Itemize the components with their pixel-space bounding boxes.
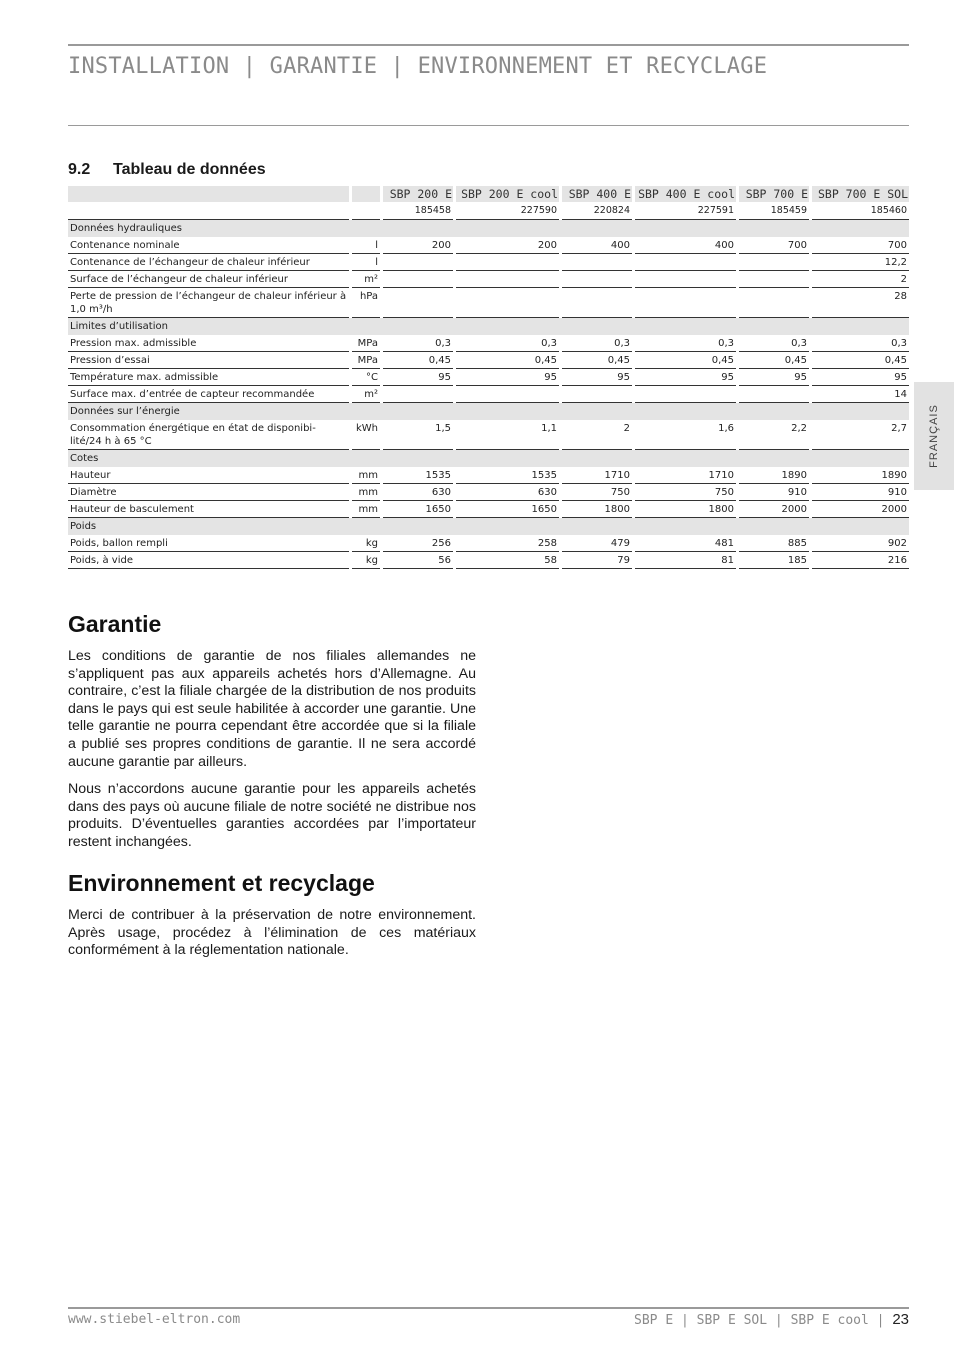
row-value: 2	[812, 271, 909, 288]
row-value	[635, 254, 736, 271]
top-rule	[68, 44, 909, 46]
row-unit: MPa	[352, 335, 380, 352]
reference-blank	[352, 202, 380, 220]
language-tab-label: FRANÇAIS	[928, 404, 940, 468]
row-value	[562, 271, 632, 288]
row-value: 630	[456, 484, 559, 501]
row-value: 0,3	[635, 335, 736, 352]
group-row	[68, 220, 909, 237]
table-row	[68, 420, 909, 450]
footer-models: SBP E | SBP E SOL | SBP E cool |	[634, 1313, 885, 1328]
row-value: 2,7	[812, 420, 909, 450]
table-row	[68, 484, 909, 501]
row-value: 0,45	[562, 352, 632, 369]
row-label: Pression max. admissible	[68, 335, 349, 352]
row-value: 95	[383, 369, 453, 386]
row-unit: m²	[352, 386, 380, 403]
row-value: 400	[562, 237, 632, 254]
table-row	[68, 535, 909, 552]
row-value	[739, 271, 809, 288]
row-value	[635, 288, 736, 318]
model-header-row	[68, 186, 909, 202]
model-header: SBP 400 E cool	[635, 186, 736, 202]
page-number: 23	[892, 1311, 909, 1328]
row-value: 258	[456, 535, 559, 552]
row-value: 200	[456, 237, 559, 254]
row-value: 58	[456, 552, 559, 569]
row-value: 885	[739, 535, 809, 552]
row-value: 95	[456, 369, 559, 386]
row-value: 481	[635, 535, 736, 552]
row-value	[456, 254, 559, 271]
row-value: 2000	[739, 501, 809, 518]
row-value: 400	[635, 237, 736, 254]
row-value: 1890	[739, 467, 809, 484]
table-row	[68, 271, 909, 288]
section-number: 9.2	[68, 161, 91, 178]
table-row	[68, 552, 909, 569]
group-row	[68, 518, 909, 535]
group-title: Données sur l’énergie	[68, 403, 909, 420]
data-table	[65, 186, 912, 569]
row-value: 2000	[812, 501, 909, 518]
row-value: 28	[812, 288, 909, 318]
row-value: 0,3	[812, 335, 909, 352]
row-label: Consommation énergétique en état de disponibi-lité/24 h à 65 °C	[68, 420, 349, 450]
row-value: 2,2	[739, 420, 809, 450]
row-value: 95	[739, 369, 809, 386]
environnement-paragraph: Merci de contribuer à la préservation de notre environnement. Après usage, procédez à l’élimination de ces matériaux conformément à la réglementation nationale.	[68, 907, 476, 959]
row-value	[383, 271, 453, 288]
row-value	[562, 288, 632, 318]
table-row	[68, 237, 909, 254]
row-value: 1890	[812, 467, 909, 484]
row-value	[635, 386, 736, 403]
row-value: 0,3	[456, 335, 559, 352]
table-row	[68, 335, 909, 352]
row-value: 750	[635, 484, 736, 501]
group-row	[68, 318, 909, 335]
row-value: 1800	[562, 501, 632, 518]
table-row	[68, 386, 909, 403]
row-value: 12,2	[812, 254, 909, 271]
row-label: Surface max. d’entrée de capteur recommandée	[68, 386, 349, 403]
row-unit: m²	[352, 271, 380, 288]
row-value: 1710	[562, 467, 632, 484]
row-value	[456, 288, 559, 318]
row-unit: l	[352, 237, 380, 254]
row-value: 1710	[635, 467, 736, 484]
table-row	[68, 369, 909, 386]
row-value	[383, 288, 453, 318]
row-value: 1535	[456, 467, 559, 484]
row-value: 0,45	[383, 352, 453, 369]
row-value	[739, 288, 809, 318]
row-value: 56	[383, 552, 453, 569]
row-value: 700	[812, 237, 909, 254]
row-value: 1,5	[383, 420, 453, 450]
header-blank-unit	[352, 186, 380, 202]
row-value: 700	[739, 237, 809, 254]
row-value	[739, 254, 809, 271]
row-value: 910	[812, 484, 909, 501]
table-row	[68, 352, 909, 369]
reference-number: 185460	[812, 202, 909, 220]
row-value: 256	[383, 535, 453, 552]
row-value: 185	[739, 552, 809, 569]
row-unit: l	[352, 254, 380, 271]
row-value	[635, 271, 736, 288]
reference-number: 220824	[562, 202, 632, 220]
footer-rule	[68, 1307, 909, 1309]
row-label: Hauteur de basculement	[68, 501, 349, 518]
garantie-paragraph: Les conditions de garantie de nos filiales allemandes ne s’appliquent pas aux appareils achetés hors d’Allemagne. Au contraire, c’est la filiale chargée de la distribution de nos produits dans le pays qui est seule habilitée à accorder une garantie. Une telle garantie ne pourra cependant être accordée que si la filiale a publié ses propres conditions de garantie. Il ne sera accordé aucune garantie par ailleurs.	[68, 648, 476, 770]
row-value: 0,3	[562, 335, 632, 352]
row-value: 2	[562, 420, 632, 450]
row-value	[456, 386, 559, 403]
page-header-title: INSTALLATION | GARANTIE | ENVIRONNEMENT ET RECYCLAGE	[68, 54, 768, 79]
header-rule	[68, 125, 909, 126]
row-unit: kg	[352, 552, 380, 569]
table-row	[68, 254, 909, 271]
row-value: 479	[562, 535, 632, 552]
footer-right	[634, 1311, 909, 1328]
row-unit: hPa	[352, 288, 380, 318]
row-unit: kg	[352, 535, 380, 552]
row-value	[562, 386, 632, 403]
reference-number: 227590	[456, 202, 559, 220]
row-value: 750	[562, 484, 632, 501]
model-header: SBP 700 E	[739, 186, 809, 202]
row-label: Poids, ballon rempli	[68, 535, 349, 552]
table-row	[68, 467, 909, 484]
row-value: 1800	[635, 501, 736, 518]
model-header: SBP 200 E cool	[456, 186, 559, 202]
row-value: 81	[635, 552, 736, 569]
section-title: Tableau de données	[113, 161, 266, 178]
table-body	[68, 220, 909, 569]
row-value: 1650	[456, 501, 559, 518]
row-value	[562, 254, 632, 271]
reference-row	[68, 202, 909, 220]
row-value: 910	[739, 484, 809, 501]
row-value: 79	[562, 552, 632, 569]
row-value	[739, 386, 809, 403]
row-label: Contenance nominale	[68, 237, 349, 254]
row-value: 200	[383, 237, 453, 254]
row-value	[383, 254, 453, 271]
group-title: Données hydrauliques	[68, 220, 909, 237]
row-value: 0,3	[383, 335, 453, 352]
row-label: Diamètre	[68, 484, 349, 501]
row-label: Température max. admissible	[68, 369, 349, 386]
row-value	[456, 271, 559, 288]
row-value: 630	[383, 484, 453, 501]
row-value	[383, 386, 453, 403]
reference-number: 185459	[739, 202, 809, 220]
group-row	[68, 450, 909, 467]
group-title: Cotes	[68, 450, 909, 467]
row-label: Hauteur	[68, 467, 349, 484]
model-header: SBP 700 E SOL	[812, 186, 909, 202]
row-value: 1535	[383, 467, 453, 484]
reference-blank	[68, 202, 349, 220]
row-unit: mm	[352, 484, 380, 501]
header-blank-label	[68, 186, 349, 202]
row-value: 1650	[383, 501, 453, 518]
table-row	[68, 501, 909, 518]
environnement-heading: Environnement et recyclage	[68, 870, 375, 896]
row-unit: °C	[352, 369, 380, 386]
row-label: Perte de pression de l’échangeur de chaleur inférieur à 1,0 m³/h	[68, 288, 349, 318]
row-unit: MPa	[352, 352, 380, 369]
row-value: 14	[812, 386, 909, 403]
row-unit: mm	[352, 501, 380, 518]
garantie-heading: Garantie	[68, 611, 162, 637]
row-value: 95	[562, 369, 632, 386]
reference-number: 185458	[383, 202, 453, 220]
group-title: Poids	[68, 518, 909, 535]
model-header: SBP 200 E	[383, 186, 453, 202]
row-value: 95	[635, 369, 736, 386]
row-label: Poids, à vide	[68, 552, 349, 569]
row-value: 0,3	[739, 335, 809, 352]
row-unit: mm	[352, 467, 380, 484]
row-label: Contenance de l’échangeur de chaleur inférieur	[68, 254, 349, 271]
row-value: 902	[812, 535, 909, 552]
section-heading	[68, 161, 266, 179]
row-label: Surface de l’échangeur de chaleur inférieur	[68, 271, 349, 288]
row-value: 0,45	[456, 352, 559, 369]
garantie-paragraph: Nous n’accordons aucune garantie pour les appareils achetés dans des pays où aucune filiale de notre société ne distribue nos produits. D’éventuelles garanties accordées par l’importateur restent inchangées.	[68, 781, 476, 850]
model-header: SBP 400 E	[562, 186, 632, 202]
row-label: Pression d’essai	[68, 352, 349, 369]
group-row	[68, 403, 909, 420]
row-value: 1,1	[456, 420, 559, 450]
language-tab[interactable]	[914, 382, 954, 490]
table-row	[68, 288, 909, 318]
row-value: 0,45	[739, 352, 809, 369]
row-value: 216	[812, 552, 909, 569]
row-unit: kWh	[352, 420, 380, 450]
row-value: 95	[812, 369, 909, 386]
row-value: 0,45	[635, 352, 736, 369]
row-value: 0,45	[812, 352, 909, 369]
footer-website[interactable]: www.stiebel-eltron.com	[68, 1312, 241, 1327]
reference-number: 227591	[635, 202, 736, 220]
group-title: Limites d’utilisation	[68, 318, 909, 335]
row-value: 1,6	[635, 420, 736, 450]
